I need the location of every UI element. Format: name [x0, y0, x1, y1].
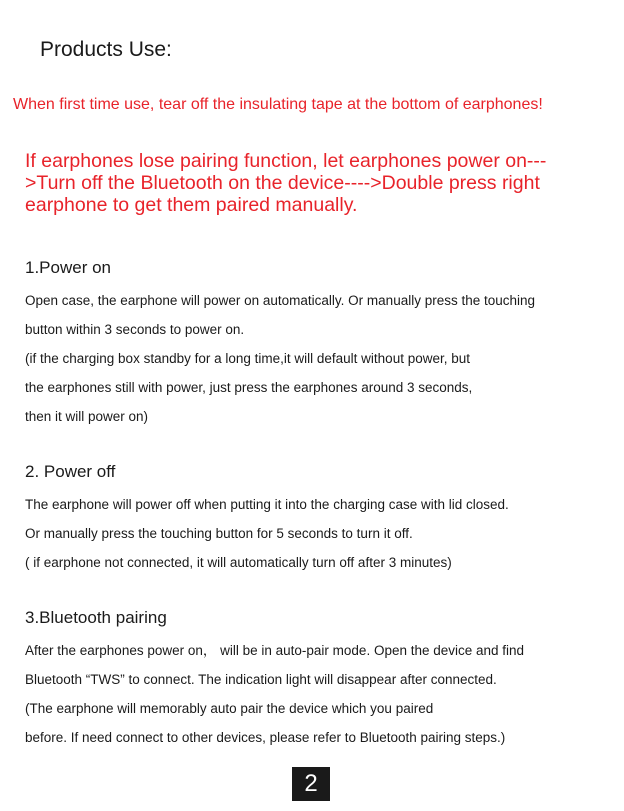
- section-heading: 1.Power on: [25, 258, 111, 277]
- section-text-line: After the earphones power on， will be in auto-pair mode. Open the device and find: [25, 643, 525, 658]
- section-text-line: before. If need connect to other devices, please refer to Bluetooth pairing steps.): [25, 730, 506, 745]
- section-text-line: Bluetooth “TWS” to connect. The indication light will disappear after connected.: [25, 672, 497, 687]
- section-text-line: (The earphone will memorably auto pair the device which you paired: [25, 701, 434, 716]
- page-title: Products Use:: [40, 38, 172, 61]
- insulating-tape-warning: When first time use, tear off the insulating tape at the bottom of earphones!: [13, 96, 543, 113]
- section-bluetooth-pairing: [25, 608, 605, 752]
- section-power-off: [25, 462, 605, 577]
- section-text-line: then it will power on): [25, 409, 149, 424]
- section-text-line: (if the charging box standby for a long time,it will default without power, but: [25, 351, 470, 366]
- section-heading: 2. Power off: [25, 462, 116, 481]
- section-power-on: [25, 258, 605, 431]
- section-heading: 3.Bluetooth pairing: [25, 608, 167, 627]
- section-text-line: The earphone will power off when putting it into the charging case with lid closed.: [25, 497, 509, 512]
- page-number: 2: [292, 767, 330, 801]
- section-text-line: button within 3 seconds to power on.: [25, 322, 245, 337]
- section-text-line: Or manually press the touching button for 5 seconds to turn it off.: [25, 526, 413, 541]
- section-text-line: ( if earphone not connected, it will automatically turn off after 3 minutes): [25, 555, 452, 570]
- section-text-line: the earphones still with power, just press the earphones around 3 seconds,: [25, 380, 473, 395]
- pairing-warning: If earphones lose pairing function, let earphones power on--->Turn off the Bluetooth on the device---->Double press right earphone to get them paired manually.: [25, 150, 547, 216]
- section-text-line: Open case, the earphone will power on automatically. Or manually press the touching: [25, 293, 536, 308]
